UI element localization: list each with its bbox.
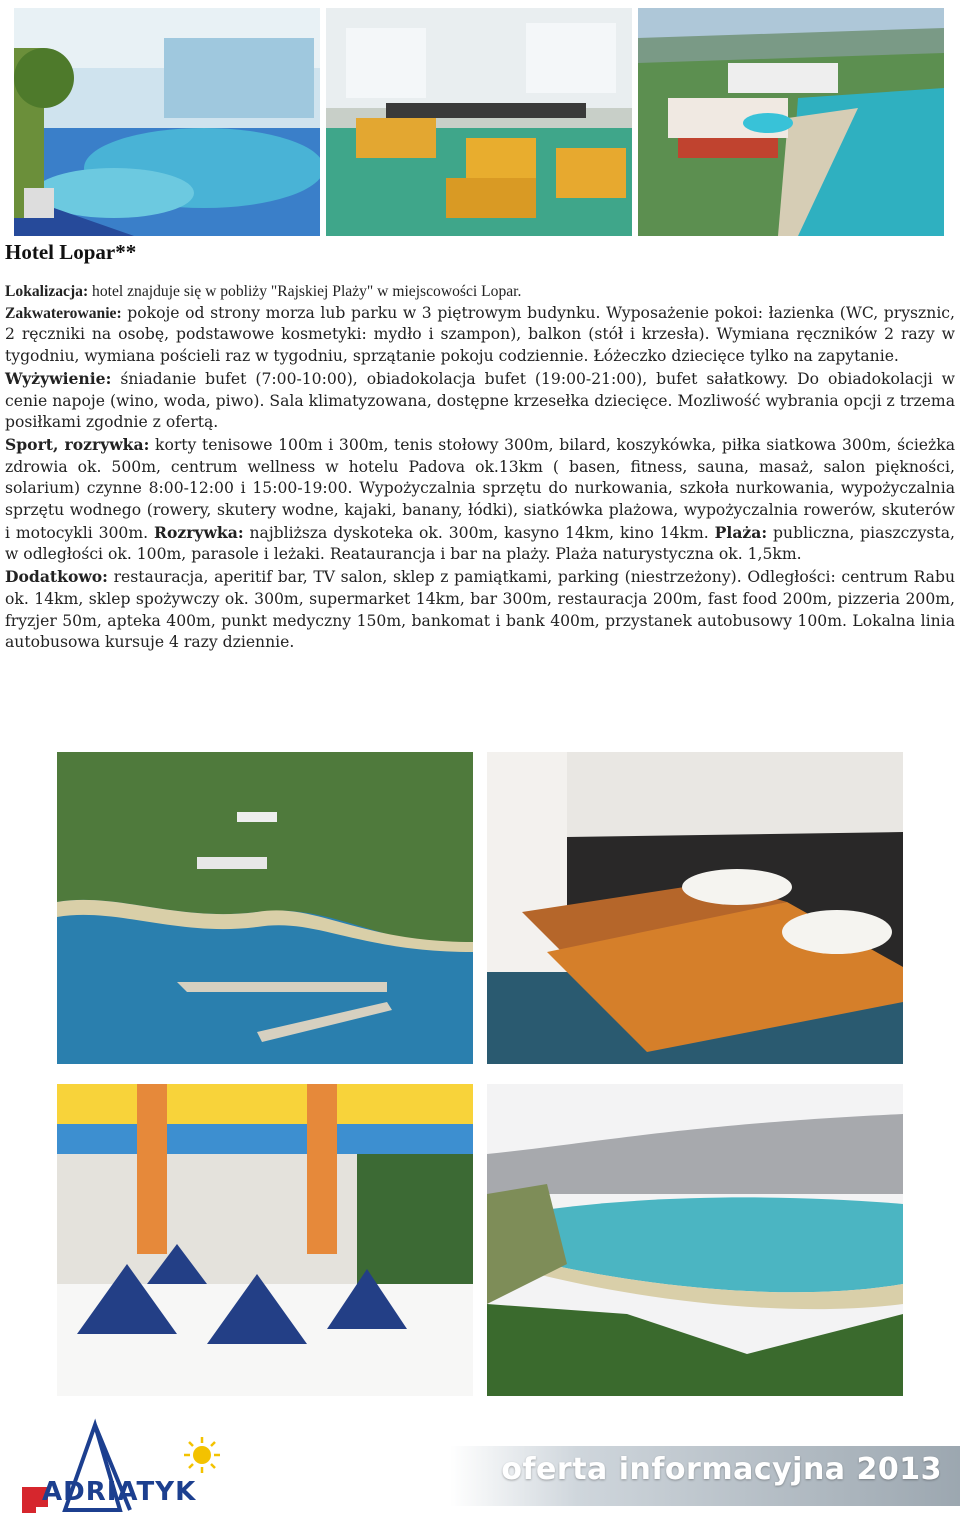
photo-indoor-pool [14, 8, 320, 236]
beach-label: Plaża: [714, 522, 768, 542]
logo [20, 1415, 240, 1530]
sport-label: Sport, rozrywka: [5, 434, 150, 454]
entertainment-text: najbliższa dyskoteka ok. 300m, kasyno 14km, kino 14km. [243, 523, 709, 542]
accommodation-text: pokoje od strony morza lub parku w 3 piętrowym budynku. Wyposażenie pokoi: łazienka (WC, prysznic, 2 ręczniki na osobę, podstawowe kosmetyki: mydło i szampon), balkon (stół i krzesła). Wymiana ręczników 2 razy w tygodniu, wymiana pościeli raz w tygodniu, sprzątanie pokoju codziennie. Łóżeczko dziecięce tylko na zapytanie. [5, 303, 955, 366]
photo-lobby [326, 8, 632, 236]
photo-beach-bay [487, 1084, 903, 1396]
logo-text: ADRIATYK [42, 1477, 197, 1507]
photo-aerial-hotel [638, 8, 944, 236]
entertainment-label: Rozrywka: [154, 522, 244, 542]
meals-text: śniadanie bufet (7:00-10:00), obiadokolacja bufet (19:00-21:00), bufet sałatkowy. Do obiadokolacji w cenie napoje (wino, woda, piwo). Sala klimatyzowana, dostępne krzesełka dziecięce. Mozliwość wybrania opcji z trzema posiłkami zgodnie z ofertą. [5, 369, 955, 432]
sport-paragraph [5, 434, 955, 566]
photo-bedroom [487, 752, 903, 1064]
extras-label: Dodatkowo: [5, 567, 108, 587]
accommodation-label: Zakwaterowanie: [5, 304, 122, 322]
extras-text: restauracja, aperitif bar, TV salon, sklep z pamiątkami, parking (niestrzeżony). Odległości: centrum Rabu ok. 14km, sklep spożywczy ok. 300m, supermarket 14km, bar 300m, restauracja 200m, fast food 200m, pizzeria 200m, fryzjer 50m, apteka 400m, punkt medyczny 150m, bankomat i bank 400m, przystanek autobusowy 100m. Lokalna linia autobusowa kursuje 4 razy dziennie. [5, 568, 955, 652]
photo-restaurant [57, 1084, 473, 1396]
tagline: oferta informacyjna 2013 [501, 1452, 942, 1487]
extras-paragraph [5, 566, 955, 654]
meals-paragraph [5, 368, 955, 434]
localization-text: hotel znajduje się w pobliży "Rajskiej Plaży" w miejscowości Lopar. [88, 283, 522, 300]
beach-text: publiczna, piaszczysta, w odległości ok. 100m, parasole i leżaki. Reataurancja i bar na plaży. Plaża naturystyczna ok. 1,5km. [5, 523, 955, 564]
photo-aerial-marina [57, 752, 473, 1064]
localization-paragraph [5, 281, 955, 303]
page-title: Hotel Lopar** [5, 240, 137, 264]
meals-label: Wyżywienie: [5, 368, 112, 388]
localization-label: Lokalizacja: [5, 283, 89, 300]
accommodation-paragraph [5, 303, 955, 368]
sport-text: korty tenisowe 100m i 300m, tenis stołowy 300m, bilard, koszykówka, piłka siatkowa 300m, ścieżka zdrowia ok. 500m, centrum wellness w hotelu Padova ok.13km ( basen, fitness, sauna, masaż, salon piękności, solarium) czynne 8:00-12:00 i 15:00-19:00. Wypożyczalnia sprzętu do nurkowania, szkoła nurkowania, wypożyczalnia sprzętu wodnego (rowery, skutery wodne, kajaki, banany, łódki), siatkówka plażowa, wypożyczalnia rowerów, skuterów i motocykli 300m. [5, 435, 955, 542]
description [5, 281, 955, 654]
logo-sail-icon [20, 1415, 240, 1530]
